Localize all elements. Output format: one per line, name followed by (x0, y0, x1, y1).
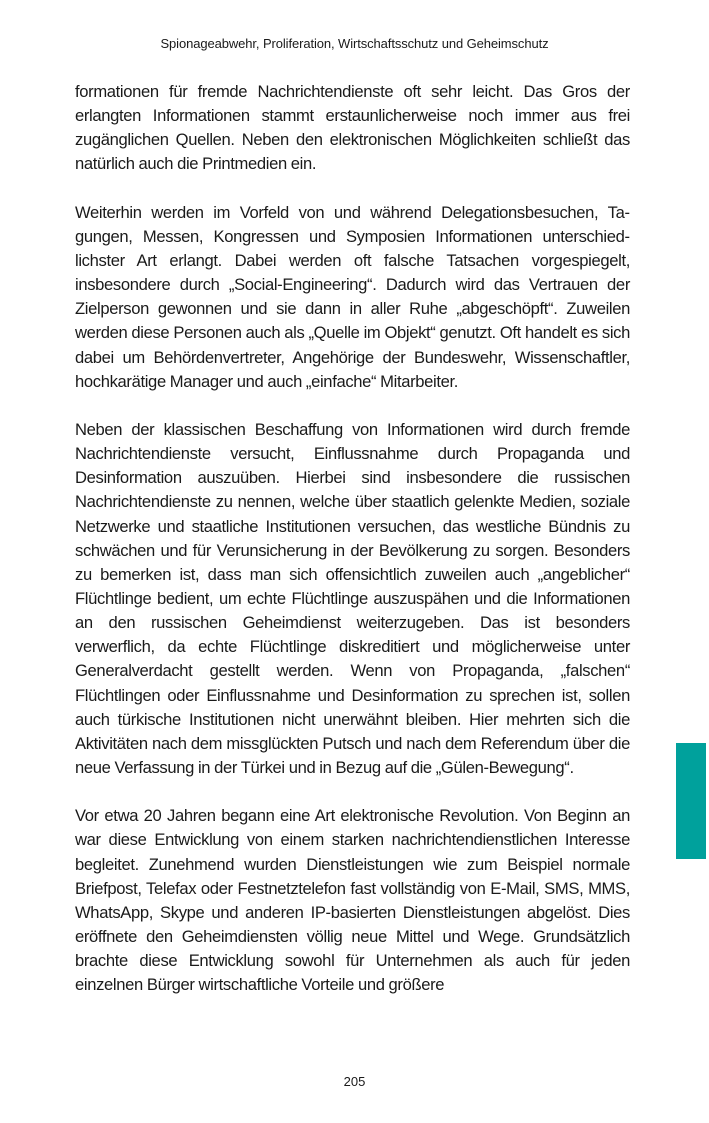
chapter-thumb-tab (676, 743, 706, 859)
body-text (75, 80, 630, 1021)
paragraph-2: Weiterhin werden im Vorfeld von und während Delegationsbesuchen, Tagungen, Messen, Kongressen und Symposien Informationen unterschiedlichster Art erlangt. Dabei werden oft falsche Tatsachen vorgespiegelt, insbesondere durch „Social-Engineering“. Dadurch wird das Vertrauen der Zielperson gewonnen und sie dann in aller Ruhe „abgeschöpft“. Zuweilen werden diese Personen auch als „Quelle im Objekt“ genutzt. Oft handelt es sich dabei um Behördenvertreter, Angehörige der Bundeswehr, Wissenschaftler, hochkarätige Manager und auch „einfache“ Mitarbeiter. (75, 202, 630, 391)
paragraph-3: Neben der klassischen Beschaffung von Informationen wird durch fremde Nachrichtendienste versucht, Einflussnahme durch Propaganda und Desinformation auszuüben. Hierbei sind insbesondere die russischen Nachrichtendienste zu nennen, welche über staatlich gelenkte Medien, soziale Netzwerke und staatliche Institutionen versuchen, das westliche Bündnis zu schwächen und für Verunsicherung in der Bevölkerung zu sorgen. Besonders zu bemerken ist, dass man sich offensichtlich zuweilen auch „angeblicher“ Flüchtlinge bedient, um echte Flüchtlinge auszuspähen und die Informationen an den russischen Geheimdienst weiterzugeben. Das ist besonders verwerflich, da echte Flüchtlinge diskreditiert und möglicherweise unter Generalverdacht gestellt werden. Wenn von Propaganda, „falschen“ Flüchtlingen oder Einflussnahme und Desinformation zu sprechen ist, sollen auch türkische Institutionen nicht unerwähnt bleiben. Hier mehrten sich die Aktivitäten nach dem missglückten Putsch und nach dem Referendum über die neue Verfassung in der Türkei und in Bezug auf die „Gülen-Bewegung“. (75, 419, 630, 778)
page-number: 205 (343, 1074, 366, 1089)
paragraph-4: Vor etwa 20 Jahren begann eine Art elektronische Revolution. Von Beginn an war diese Entwicklung von einem starken nachrichtendienstlichen Interesse begleitet. Zunehmend wurden Dienstleistungen wie zum Beispiel normale Briefpost, Telefax oder Festnetztelefon fast vollständig von E-Mail, SMS, MMS, WhatsApp, Skype und anderen IP-basierten Dienstleistungen abgelöst. Dies eröffnete den Geheimdiensten völlig neue Mittel und Wege. Grundsätzlich brachte diese Entwicklung sowohl für Unternehmen als auch für jeden einzelnen Bürger wirtschaftliche Vorteile und größere (75, 806, 630, 995)
running-header: Spionageabwehr, Proliferation, Wirtschaftsschutz und Geheimschutz (160, 36, 549, 51)
paragraph-1: formationen für fremde Nachrichtendienste oft sehr leicht. Das Gros der erlangten Informationen stammt erstaunlicherweise noch immer aus frei zugänglichen Quellen. Neben den elektronischen Möglichkeiten schließt das natürlich auch die Printmedien ein. (75, 82, 630, 174)
